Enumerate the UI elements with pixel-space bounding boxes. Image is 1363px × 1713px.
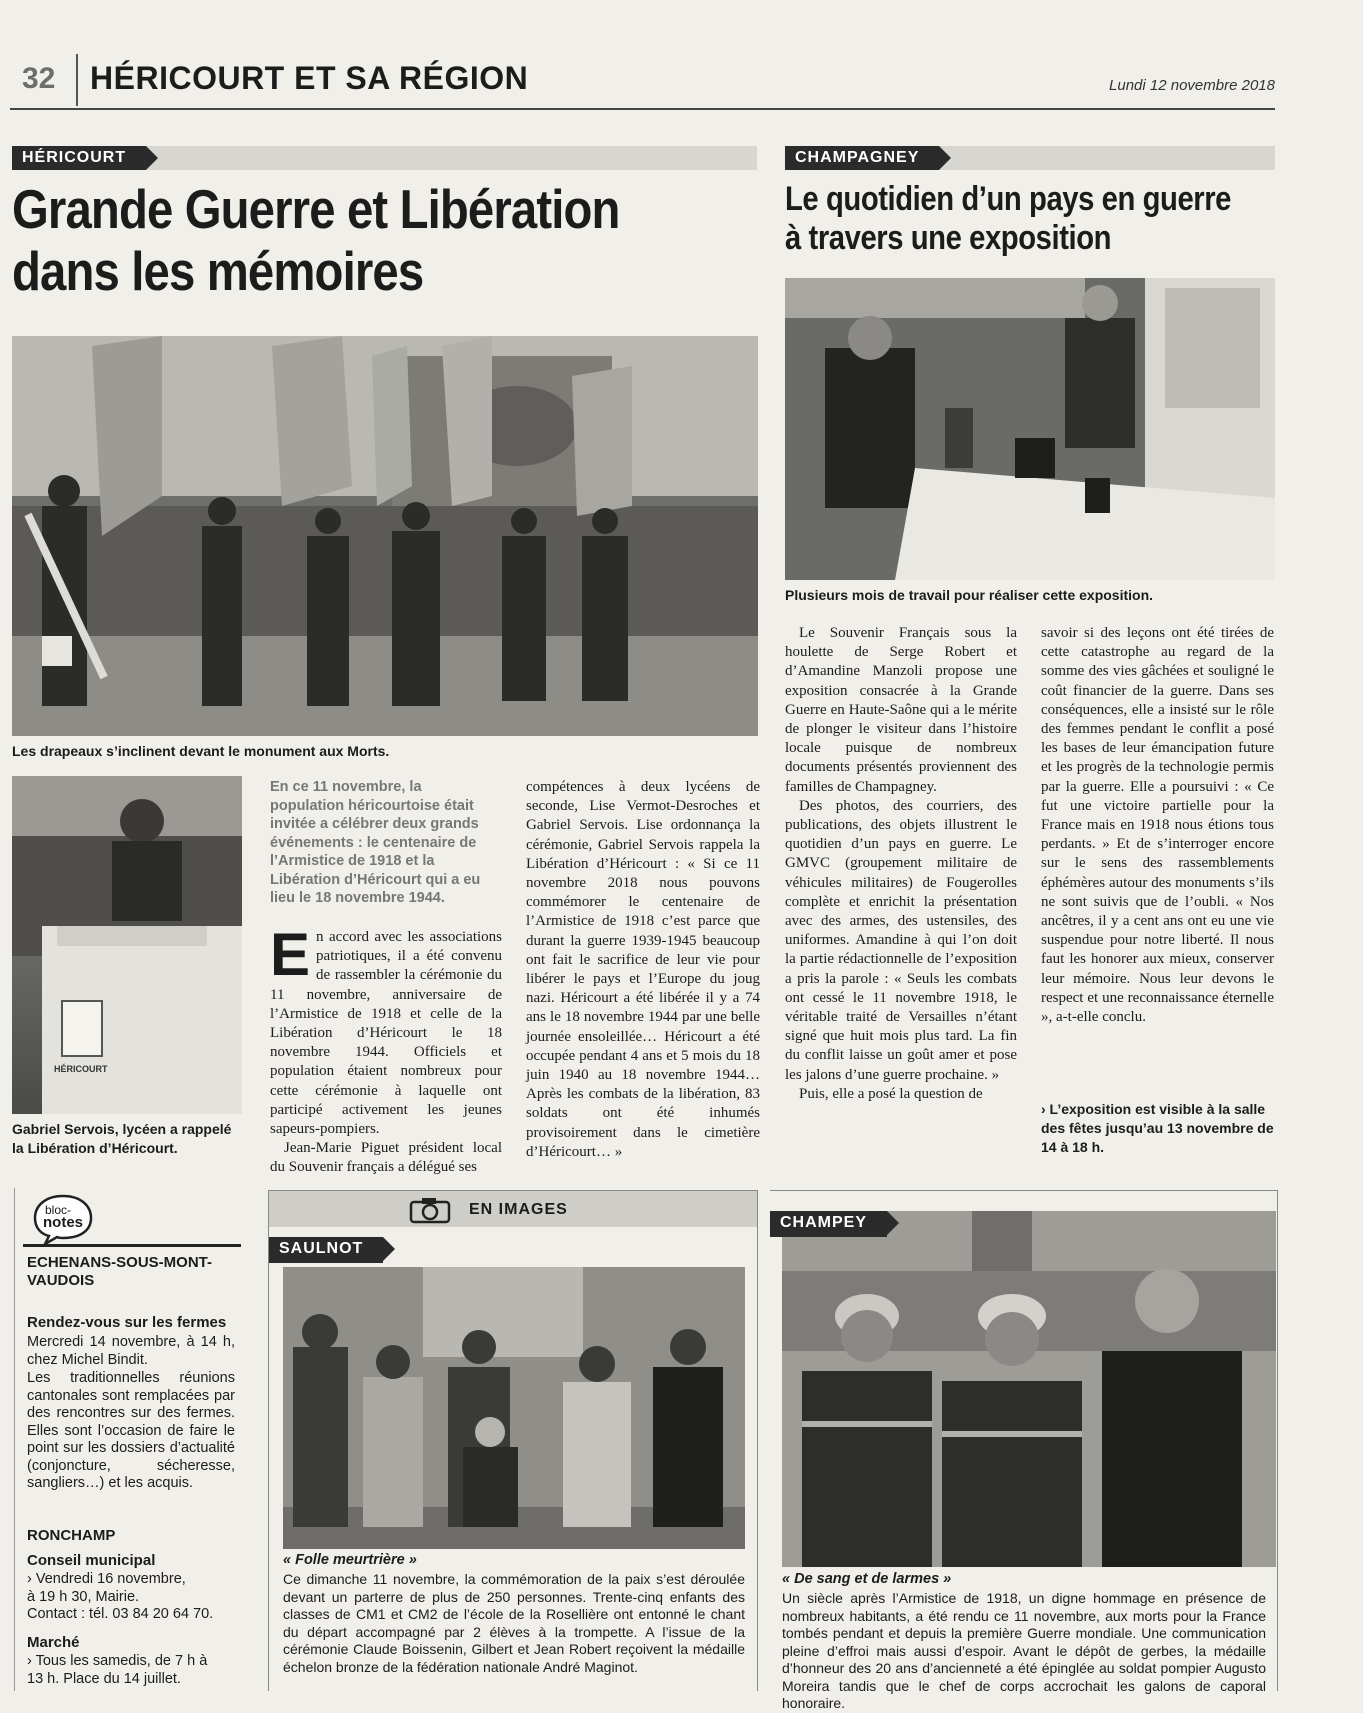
main-headline-line1: Grande Guerre et Libération bbox=[12, 178, 620, 240]
section-tag: HÉRICOURT bbox=[12, 146, 146, 170]
exposition-note: › L’exposition est visible à la salle des fêtes jusqu’au 13 novembre de 14 à 18 h. bbox=[1041, 1101, 1274, 1155]
section-title: HÉRICOURT ET SA RÉGION bbox=[90, 60, 529, 96]
champagney-headline bbox=[785, 180, 1267, 258]
bloc-event3-title: Marché bbox=[27, 1634, 80, 1651]
bloc-notes-logo-line1: bloc- bbox=[45, 1203, 72, 1217]
header-rule bbox=[10, 108, 1275, 110]
student-caption-line2: la Libération d’Héricourt. bbox=[12, 1140, 178, 1156]
bloc-city-echenans bbox=[27, 1254, 212, 1290]
dropcap: E bbox=[270, 921, 311, 988]
bloc-event1-when: Mercredi 14 novembre, à 14 h, chez Michel Bindit. bbox=[27, 1334, 235, 1368]
main-headline bbox=[12, 178, 631, 302]
bloc-event1-text: Les traditionnelles réunions cantonales sont remplacées par des rencontres sur des fermes. Elles sont l’occasion de faire le point sur les dossiers d’actualité (conjoncture, sécheresse, sangliers…) et les acquis. bbox=[27, 1370, 235, 1491]
champey-tag: CHAMPEY bbox=[770, 1211, 887, 1237]
champagney-col2 bbox=[1041, 624, 1274, 1027]
bloc-event2-details bbox=[27, 1571, 235, 1624]
champey-caption-text: Un siècle après l’Armistice de 1918, un digne hommage en présence de nombreux habitants, a été rendu ce 11 novembre, aux morts pour la France tombés pendant et depuis la première Guerre mondiale. Une communication pleine d’effroi mais aussi d’espoir. Avant le dépôt de gerbes, la médaille d’honneur des 20 ans d’ancienneté a été épinglée au soldat pompier Augusto Moreira tandis que le chef de corps accrochait les galons de caporal honoraire. bbox=[782, 1590, 1266, 1711]
bloc-event2-line3: Contact : tél. 03 84 20 64 70. bbox=[27, 1606, 214, 1622]
tag-bar-champey bbox=[770, 1211, 880, 1237]
bloc-city-echenans-line1: ECHENANS-SOUS-MONT- bbox=[27, 1254, 213, 1271]
champey-box bbox=[770, 1190, 1278, 1711]
article-chapo: En ce 11 novembre, la population héricourtoise était invitée a célébrer deux grands événements : le centenaire de l’Armistice de 1918 et la Libération d’Héricourt qui a eu lieu le 18 novembre 1944. bbox=[270, 779, 481, 906]
tag-bar-hericourt bbox=[12, 146, 757, 170]
champagney-tag: CHAMPAGNEY bbox=[785, 146, 939, 170]
champagney-p1: Le Souvenir Français sous la houlette de Serge Robert et d’Amandine Manzoli propose une exposition consacrée à la Grande Guerre en Haute-Saône qui a le mérite de plonger le visiteur dans l’histoire locale puisque de nombreux documents présentés proviennent des familles de Champagney. bbox=[785, 625, 1017, 795]
en-images-banner bbox=[269, 1191, 757, 1227]
bloc-notes-logo bbox=[31, 1194, 95, 1244]
en-images-title: EN IMAGES bbox=[469, 1201, 568, 1218]
saulnot-photo bbox=[283, 1267, 745, 1549]
bloc-event2-title: Conseil municipal bbox=[27, 1552, 156, 1569]
bloc-city-ronchamp: RONCHAMP bbox=[27, 1527, 116, 1544]
tag-bar-saulnot bbox=[269, 1237, 369, 1263]
article-main-col2 bbox=[526, 778, 760, 1162]
champagney-p3: Puis, elle a posé la question de bbox=[799, 1085, 983, 1102]
bloc-notes bbox=[14, 1188, 246, 1691]
champagney-p2: Des photos, des courriers, des publications, des objets illustrent le quotidien d’un pays en guerre. Le GMVC (groupement militaire de véhicules militaires) de Fougerolles complète et enrichit la présentation avec des armes, des ustensiles, des uniformes. Amandine à qui l’on doit la partie rédactionnelle de l’exposition a pris la parole : « Seuls les combats ont cessé le 11 novembre 1918, le véritable traité de Versailles n’étant signé que huit mois plus tard. La fin du conflit laisse un goût amer et pose les jalons d’une guerre prochaine. » bbox=[785, 797, 1017, 1083]
exposition-photo-caption: Plusieurs mois de travail pour réaliser cette exposition. bbox=[785, 587, 1154, 603]
champagney-headline-line2: à travers une exposition bbox=[785, 219, 1112, 257]
bloc-notes-rule bbox=[23, 1244, 241, 1247]
student-photo bbox=[12, 776, 242, 1114]
bloc-notes-logo-line2: notes bbox=[43, 1214, 84, 1231]
header-divider bbox=[76, 54, 78, 106]
article-main-col1 bbox=[270, 921, 502, 1178]
student-caption-line1: Gabriel Servois, lycéen a rappelé bbox=[12, 1121, 232, 1137]
tag-bar-champagney bbox=[785, 146, 1275, 170]
ceremony-photo-caption: Les drapeaux s’inclinent devant le monument aux Morts. bbox=[12, 743, 390, 759]
bloc-event3-line2: 13 h. Place du 14 juillet. bbox=[27, 1670, 181, 1687]
champagney-headline-line1: Le quotidien d’un pays en guerre bbox=[785, 180, 1232, 218]
article-main-body2: Jean-Marie Piguet président local du Souvenir français a délégué ses bbox=[270, 1140, 502, 1176]
student-photo-caption bbox=[12, 1120, 252, 1158]
bloc-event3-line1: › Tous les samedis, de 7 h à bbox=[27, 1653, 208, 1669]
bloc-city-echenans-line2: VAUDOIS bbox=[27, 1272, 95, 1289]
champagney-p4: savoir si des leçons ont été tirées de cette catastrophe au regard de la somme des vies gâchées et souligné le coût financier de la guerre. Dans ses conséquences, elle a insisté sur le rôle des femmes pendant le conflit a posé les bases de leur émancipation future et les progrès de la technologie permis par la guerre. Elle a poursuivi : « Ce fut une victoire partielle pour la France mais en 1918 nous étions tous perdants. » Et de s’interroger encore sur le sens des rassemblements éphémères autour des monuments s’ils ne sont suivis que de l’oubli. « Nos ancêtres, il y a cent ans ont eu une vie suspendue pour notre liberté. Il nous faut les honorer aux mieux, conserver leur mémoire. Nous leur devons le respect et une reconnaissance éternelle », a-t-elle conclu. bbox=[1041, 625, 1274, 1026]
camera-icon bbox=[409, 1196, 451, 1224]
champey-photo bbox=[782, 1211, 1276, 1567]
champagney-col1 bbox=[785, 624, 1017, 1104]
bloc-event1-title: Rendez-vous sur les fermes bbox=[27, 1314, 227, 1331]
en-images-box bbox=[268, 1190, 758, 1691]
saulnot-caption-title: « Folle meurtrière » bbox=[283, 1552, 417, 1568]
exposition-photo bbox=[785, 278, 1275, 580]
bloc-event2-line2: à 19 h 30, Mairie. bbox=[27, 1588, 140, 1605]
ceremony-photo bbox=[12, 336, 758, 736]
issue-date: Lundi 12 novembre 2018 bbox=[1109, 77, 1275, 94]
bloc-event3-details bbox=[27, 1653, 235, 1688]
main-headline-line2: dans les mémoires bbox=[12, 240, 424, 302]
article-main-body1: n accord avec les associations patriotiques, il a été convenu de rassembler la cérémonie du 11 novembre, anniversaire de l’Armistice de 1918 et celle de la Libération d’Héricourt le 18 novembre 1944. Officiels et population étaient nombreux pour cette cérémonie à laquelle ont participé activement les jeunes sapeurs-pompiers. bbox=[270, 929, 502, 1138]
champey-caption-title: « De sang et de larmes » bbox=[782, 1571, 952, 1587]
page-number: 32 bbox=[22, 62, 56, 95]
bloc-event2-line1: › Vendredi 16 novembre, bbox=[27, 1571, 186, 1587]
saulnot-caption-text: Ce dimanche 11 novembre, la commémoration de la paix s’est déroulée devant un parterre de plus de 250 personnes. Trente-cinq enfants des classes de CM1 et CM2 de l’école de la Rosellière ont entonné le chant du départ accompagné par 2 élèves à la trompette. A l’issue de la cérémonie Claude Boissenin, Gilbert et Jean Robert reçoivent la médaille échelon bronze de la fédération nationale André Maginot. bbox=[283, 1571, 745, 1675]
saulnot-tag: SAULNOT bbox=[269, 1237, 383, 1263]
article-main-body3: compétences à deux lycéens de seconde, Lise Vermot-Desroches et Gabriel Servois. Lise ordonnança la cérémonie, Gabriel Servois rappela la Libération d’Héricourt : « Si ce 11 novembre 2018 nous pouvons commémorer le centenaire de l’Armistice de 1918 c’est parce que durant la guerre 1939-1945 beaucoup ont fait le sacrifice de leur vie pour libérer le pays et l’Europe du joug nazi. Héricourt a été libérée il y a 74 ans le 18 novembre 1944 par une belle journée ensoleillée… Héricourt a été occupée pendant 4 ans et 5 mois du 18 juin 1940 au 18 novembre 1944… Après les combats de la libération, 83 soldats ont été inhumés provisoirement dans le cimetière d’Héricourt… » bbox=[526, 779, 760, 1160]
lectern-sign: HÉRICOURT bbox=[54, 1064, 108, 1074]
